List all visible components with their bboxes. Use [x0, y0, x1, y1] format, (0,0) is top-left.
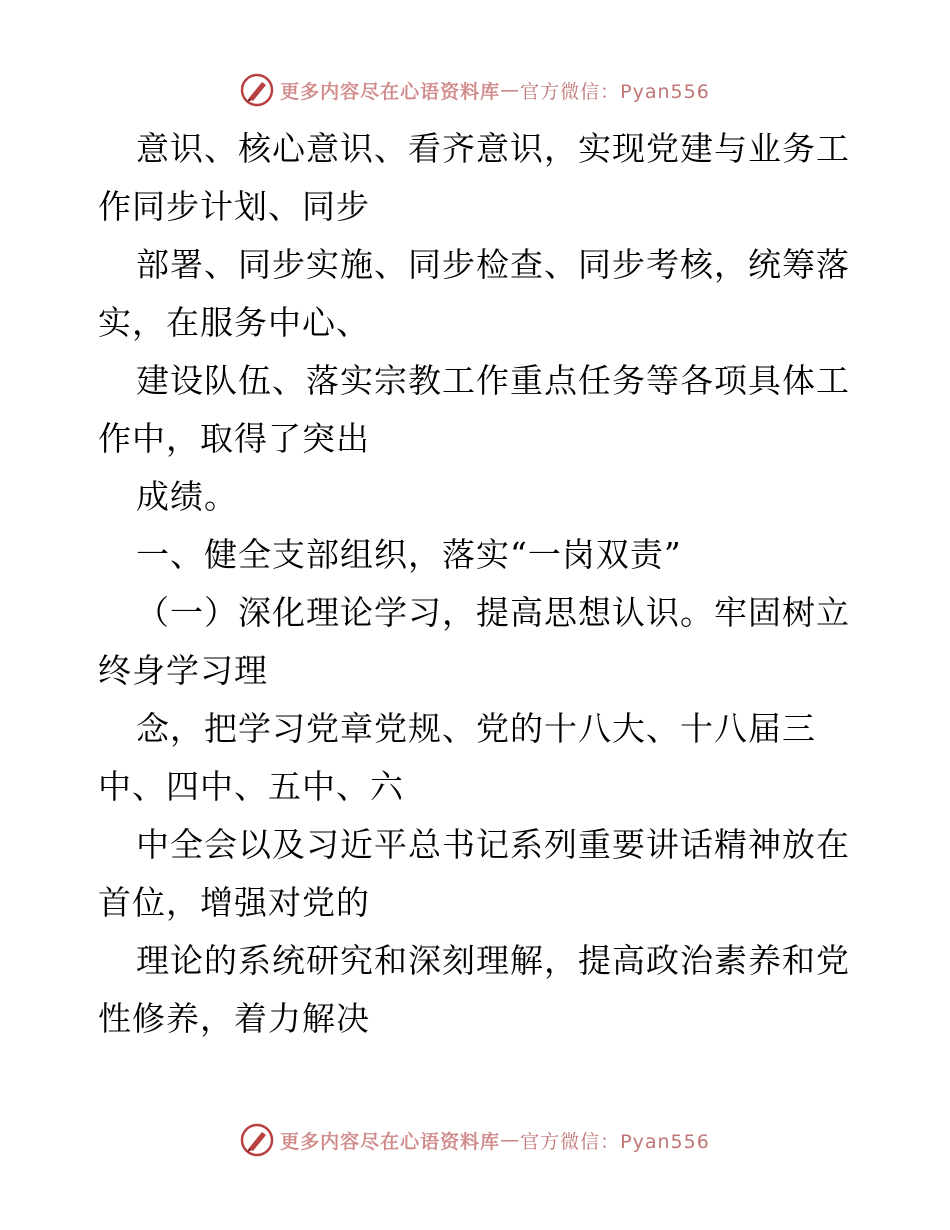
section-heading: 一、健全支部组织，落实“一岗双责” — [136, 535, 682, 574]
document-body — [98, 120, 858, 1048]
watermark-brand: 更多内容尽在心语资料库 — [280, 80, 501, 103]
text-line: 意识、核心意识、看齐意识，实现党建与业务工 — [136, 129, 850, 168]
watermark-separator: — — [500, 1129, 521, 1151]
text-line: 实，在服务中心、 — [98, 303, 370, 342]
text-line: 中全会以及习近平总书记系列重要讲话精神放在 — [136, 825, 850, 864]
text-line: （一）深化理论学习，提高思想认识。牢固树立 — [136, 593, 850, 632]
text-line: 性修养，着力解决 — [98, 999, 370, 1038]
text-line: 成绩。 — [136, 477, 238, 516]
header-watermark — [0, 70, 950, 110]
text-line: 念，把学习党章党规、党的十八大、十八届三 — [136, 709, 816, 748]
text-line: 首位，增强对党的 — [98, 883, 370, 922]
text-line: 部署、同步实施、同步检查、同步考核，统筹落 — [136, 245, 850, 284]
text-line: 终身学习理 — [98, 651, 268, 690]
watermark-brand: 更多内容尽在心语资料库 — [280, 1130, 501, 1153]
watermark-separator: — — [500, 79, 521, 101]
pen-logo-icon — [240, 1123, 274, 1157]
text-line: 作中，取得了突出 — [98, 419, 370, 458]
text-line: 中、四中、五中、六 — [98, 767, 404, 806]
pen-logo-icon — [240, 73, 274, 107]
text-line: 作同步计划、同步 — [98, 187, 370, 226]
text-line: 理论的系统研究和深刻理解，提高政治素养和党 — [136, 941, 850, 980]
text-line: 建设队伍、落实宗教工作重点任务等各项具体工 — [136, 361, 850, 400]
watermark-contact: 官方微信：Pyan556 — [520, 80, 710, 103]
footer-watermark — [0, 1120, 950, 1160]
watermark-contact: 官方微信：Pyan556 — [520, 1130, 710, 1153]
